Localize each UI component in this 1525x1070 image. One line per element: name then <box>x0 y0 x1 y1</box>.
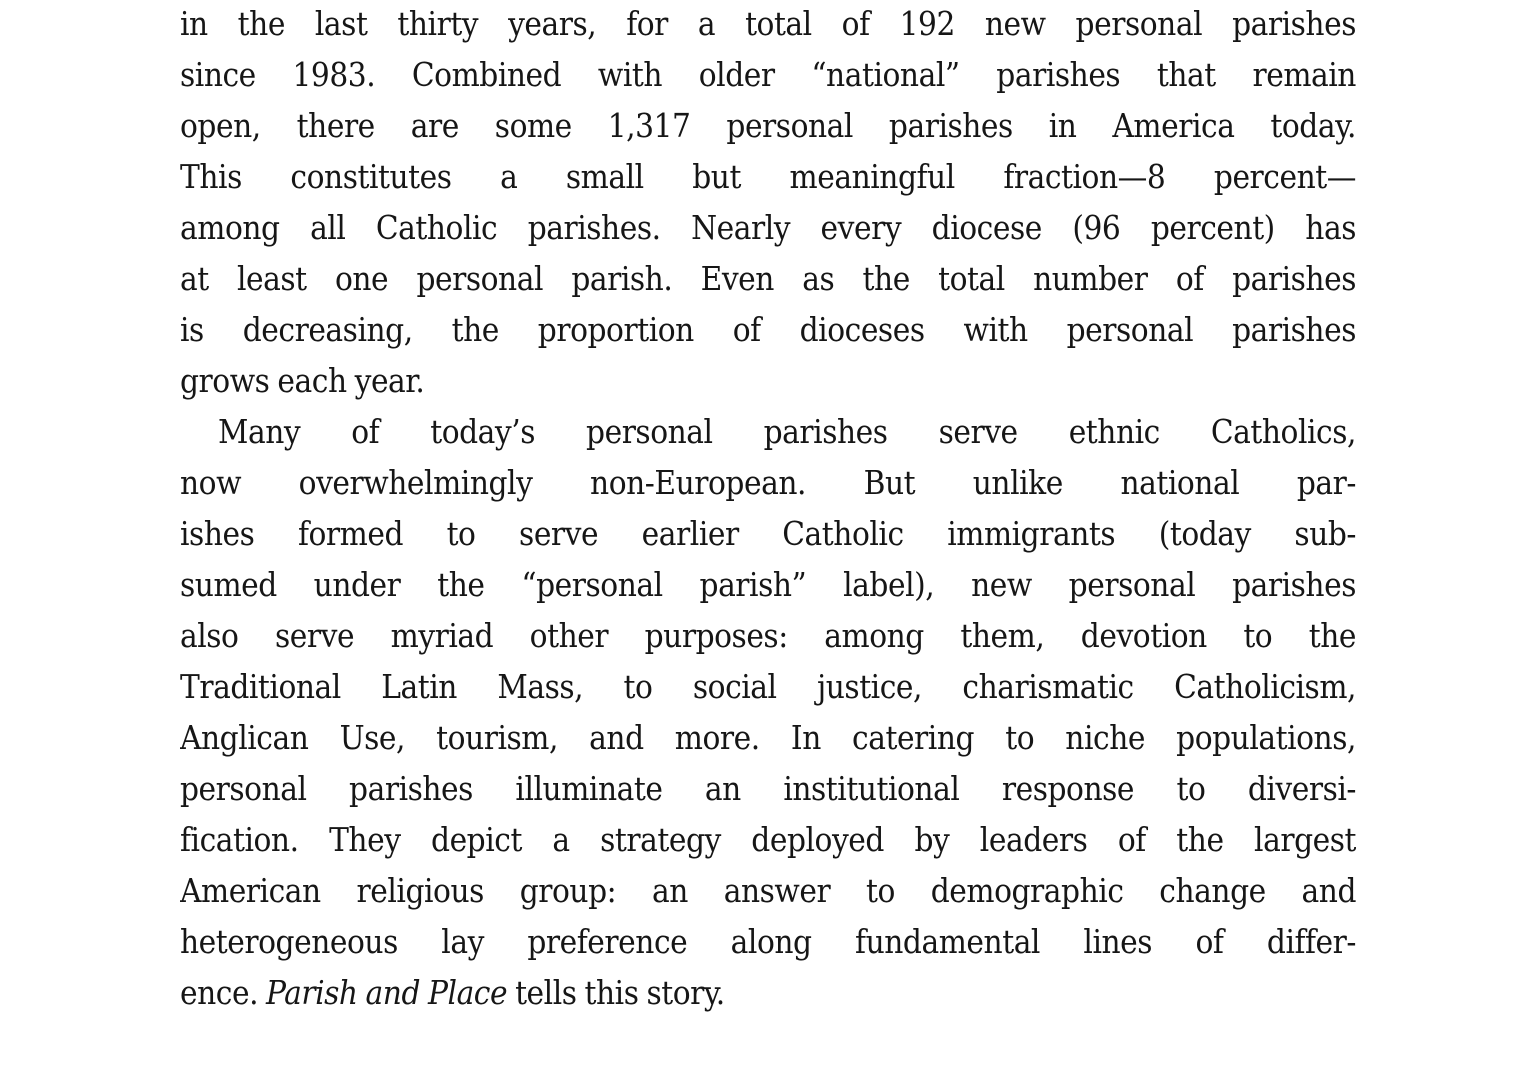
text-line: heterogeneous lay preference along fundamental lines of differ- <box>180 922 1356 961</box>
text-line: now overwhelmingly non-European. But unlike national par- <box>180 463 1356 502</box>
text-line: at least one personal parish. Even as the total number of parishes <box>180 259 1356 298</box>
text-line: personal parishes illuminate an institutional response to diversi- <box>180 769 1356 808</box>
text-line: Traditional Latin Mass, to social justice, charismatic Catholicism, <box>180 667 1356 706</box>
text-line: in the last thirty years, for a total of 192 new personal parishes <box>180 4 1356 43</box>
book-title: Parish and Place <box>266 973 508 1012</box>
text-line: sumed under the “personal parish” label), new personal parishes <box>180 565 1356 604</box>
paragraph-1 <box>180 0 1356 406</box>
paragraph-2 <box>180 406 1356 1018</box>
text-line: American religious group: an answer to demographic change and <box>180 871 1356 910</box>
text-line: grows each year. <box>180 361 425 400</box>
text-line: also serve myriad other purposes: among them, devotion to the <box>180 616 1356 655</box>
final-line-start: ence. <box>180 973 267 1012</box>
text-line: Anglican Use, tourism, and more. In catering to niche populations, <box>180 718 1356 757</box>
text-line: among all Catholic parishes. Nearly every diocese (96 percent) has <box>180 208 1356 247</box>
text-line: Many of today’s personal parishes serve ethnic Catholics, <box>218 412 1356 451</box>
body-text <box>180 0 1356 1018</box>
final-line-end: tells this story. <box>507 973 725 1012</box>
text-line: fication. They depict a strategy deployed by leaders of the largest <box>180 820 1356 859</box>
text-line: open, there are some 1,317 personal parishes in America today. <box>180 106 1356 145</box>
text-line: ishes formed to serve earlier Catholic immigrants (today sub- <box>180 514 1356 553</box>
text-line: This constitutes a small but meaningful fraction—8 percent— <box>180 157 1356 196</box>
text-line: since 1983. Combined with older “national” parishes that remain <box>180 55 1356 94</box>
final-text-line <box>180 967 1356 1018</box>
text-line: is decreasing, the proportion of dioceses with personal parishes <box>180 310 1356 349</box>
